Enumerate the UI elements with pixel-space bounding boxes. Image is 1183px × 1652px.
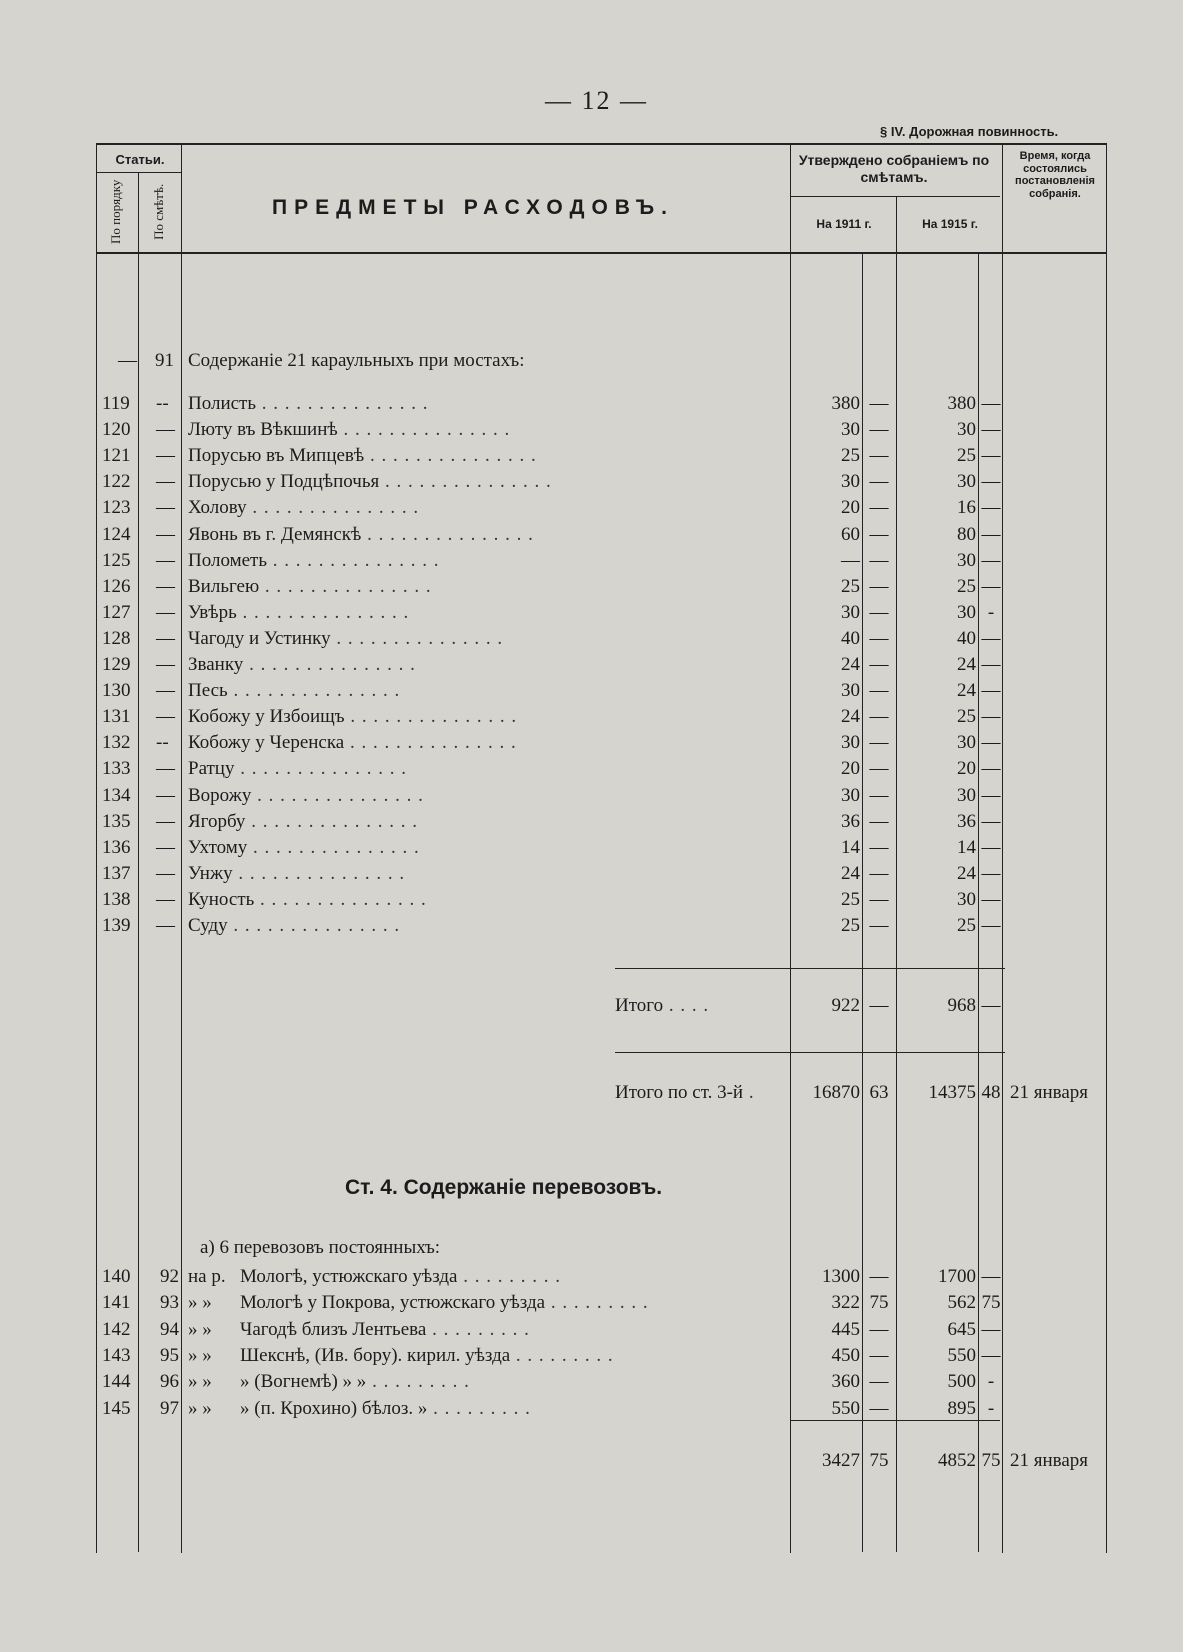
row-kop-1911: — (869, 1318, 889, 1340)
row-leader-dots: . . . . . . . . . . . . . . . (267, 549, 440, 571)
row-amount-1915: 25 (957, 915, 976, 936)
row-item-label: Чагоду и Устинку (188, 627, 331, 649)
row-item-label: Суду (188, 915, 228, 936)
row-amount-1915: 895 (947, 1397, 976, 1419)
row-amount-1915: 40 (957, 627, 976, 649)
row-estimate: — (156, 471, 175, 493)
row-amount-1915: 30 (957, 732, 976, 754)
row-kop-1915: - (987, 1371, 995, 1393)
row-amount-1915: 24 (957, 862, 976, 884)
subtotal1-label-row (615, 995, 709, 1017)
row-kop-1911: — (869, 1397, 889, 1419)
row-estimate: — (156, 810, 175, 832)
row-leader-dots: . . . . . . . . . . . . . . . (379, 471, 552, 493)
row-kop-1911: — (869, 706, 889, 728)
row-item-name (188, 524, 778, 546)
row-item-label: Порусью въ Мипцевѣ (188, 445, 365, 467)
col-rule-time (1002, 143, 1003, 1553)
row-leader-dots: . . . . . . . . . . . . . . . (232, 862, 406, 884)
row-estimate: — (156, 627, 175, 649)
col-rule-kop-1911 (862, 252, 863, 1552)
row-kop-1911: — (869, 654, 889, 675)
row-amount-1911: 24 (841, 706, 860, 728)
row-leader-dots: . . . . . . . . . (510, 1344, 614, 1366)
row-kop-1915: — (981, 627, 1001, 649)
subtotal1-label: Итого (615, 995, 664, 1016)
row-kop-1911: — (869, 393, 889, 414)
row-kop-1911: — (869, 419, 889, 441)
row-amount-1911: 25 (841, 575, 860, 597)
subtotal2-1915-kop: 75 (981, 1450, 1001, 1471)
row-amount-1915: 30 (957, 549, 976, 571)
row-amount-1911: 450 (831, 1344, 860, 1366)
row-item-label: Увѣрь (188, 601, 237, 623)
row-amount-1911: 20 (841, 497, 860, 519)
row-estimate: — (156, 680, 175, 702)
row-kop-1915: — (981, 471, 1001, 493)
row-number: 120 (102, 419, 131, 441)
row-estimate: — (156, 523, 175, 545)
row-kop-1911: — (869, 549, 889, 571)
row-number: 122 (102, 471, 131, 493)
row-item-label: Званку (188, 654, 244, 675)
row-amount-1915: 645 (947, 1318, 976, 1340)
row-number: 137 (102, 862, 131, 884)
row-item-label: Унжу (188, 862, 233, 884)
row-amount-1911: 30 (841, 680, 860, 702)
row-kop-1911: — (869, 862, 889, 884)
row-kop-1915: — (981, 1344, 1001, 1366)
row-estimate: 95 (160, 1344, 179, 1366)
row-number: 129 (102, 654, 131, 675)
row-estimate: — (156, 758, 175, 780)
subtotal2-1911-kop: 75 (869, 1450, 889, 1471)
row-item-label: Люту въ Вѣкшинѣ (188, 419, 338, 441)
row-item-label: » (п. Крохино) бѣлоз. » (240, 1397, 428, 1419)
row-leader-dots: . . . . . . . . . (426, 1318, 530, 1340)
row-item-label: Ягорбу (188, 810, 246, 832)
row-kop-1915: — (981, 654, 1001, 675)
row-estimate: — (156, 575, 175, 597)
row-estimate: — (156, 862, 175, 884)
row-number: 123 (102, 497, 131, 519)
row-amount-1911: 36 (841, 810, 860, 832)
row-kop-1911: — (869, 471, 889, 493)
row-prefix: на р. (188, 1266, 226, 1287)
row-amount-1911: 30 (841, 471, 860, 493)
row-item-name (188, 811, 778, 833)
header-bottom-rule (96, 252, 1106, 254)
row-item-label: Ворожу (188, 784, 252, 806)
total-art3-1915: 14375 (928, 1082, 976, 1103)
subtotal2-1911: 3427 (822, 1450, 860, 1471)
total-art3-1911-kop: 63 (869, 1082, 889, 1103)
row-kop-1911: — (869, 680, 889, 702)
row-amount-1911: 30 (841, 784, 860, 806)
row-amount-1915: 36 (957, 810, 976, 832)
row-leader-dots: . . . . . . . . . . . . . . . (364, 445, 537, 467)
row-item-name (188, 654, 778, 676)
row-leader-dots: . . . . . . . . . . . . . . . (227, 680, 401, 702)
row-leader-dots: . . . . . . . . . . . . . . . (245, 810, 418, 832)
group1-dash: — (118, 350, 137, 371)
row-amount-1915: 562 (947, 1292, 976, 1314)
row-number: 130 (102, 680, 131, 702)
row-estimate: — (156, 915, 175, 936)
row-kop-1915: — (981, 549, 1001, 571)
row-kop-1911: — (869, 1344, 889, 1366)
row-number: 136 (102, 836, 131, 858)
row-leader-dots: . . . . . . . . . (545, 1292, 649, 1314)
row-estimate: — (156, 419, 175, 441)
header-top-rule (96, 143, 1106, 145)
row-kop-1915: — (981, 523, 1001, 545)
row-item-name (188, 393, 778, 415)
row-amount-1915: 380 (947, 393, 976, 414)
row-leader-dots: . . . . . . . . . . . . . . . (256, 393, 429, 414)
row-leader-dots: . . . . . . . . . . . . . . . (344, 732, 517, 754)
row-item-label: Ухтому (188, 836, 248, 858)
row-estimate: — (156, 706, 175, 728)
row-kop-1915: — (981, 706, 1001, 728)
group1-estimate-no: 91 (155, 350, 174, 371)
row-prefix: » » (188, 1397, 212, 1419)
row-leader-dots: . . . . . . . . . (366, 1371, 470, 1393)
row-amount-1911: 445 (831, 1318, 860, 1340)
row-item-name (188, 680, 778, 702)
row-item-name (188, 785, 778, 807)
group1-title: Содержаніе 21 караульныхъ при мостахъ: (188, 350, 525, 371)
row-leader-dots: . . . . . . . . . . . . . . . (344, 706, 518, 728)
total-art3-1915-kop: 48 (981, 1082, 1001, 1103)
row-leader-dots: . . . . . . . . . . . . . . . (246, 497, 420, 519)
row-estimate: — (156, 888, 175, 910)
row-estimate: 92 (160, 1266, 179, 1287)
row-leader-dots: . . . . . . . . . . . . . . . (259, 575, 432, 597)
subtotal1-rule (615, 968, 1005, 969)
row-leader-dots: . . . . . . . . . (457, 1266, 561, 1287)
row-kop-1915: — (981, 575, 1001, 597)
row-item-name (188, 758, 778, 780)
row-prefix: » » (188, 1371, 212, 1393)
row-amount-1911: 25 (841, 888, 860, 910)
col-rule-kop-1915 (978, 252, 979, 1552)
header-time: Время, когда состоялись постановленія собранія. (1015, 150, 1095, 200)
row-item-label: Порусью у Подцѣпочья (188, 471, 380, 493)
row-estimate: -- (156, 393, 169, 414)
row-item-name (188, 602, 778, 624)
row-amount-1911: 60 (841, 523, 860, 545)
row-kop-1915: — (981, 758, 1001, 780)
row-item-name (188, 706, 778, 728)
row-kop-1915: — (981, 445, 1001, 467)
row-amount-1911: 322 (831, 1292, 860, 1314)
row-estimate: 96 (160, 1371, 179, 1393)
header-approved: Утверждено собраніемъ по смѣтамъ. (798, 152, 990, 185)
row-item-name (188, 915, 778, 937)
row-amount-1911: 20 (841, 758, 860, 780)
row-kop-1915: 75 (981, 1292, 1001, 1314)
row-amount-1915: 30 (957, 888, 976, 910)
row-kop-1911: — (869, 1371, 889, 1393)
row-number: 133 (102, 758, 131, 780)
row-kop-1915: — (981, 393, 1001, 414)
row-number: 134 (102, 784, 131, 806)
row-kop-1915: — (981, 888, 1001, 910)
row-leader-dots: . . . . . . . . . . . . . . . (243, 654, 416, 675)
row-number: 119 (102, 393, 130, 414)
row-leader-dots: . . . . . . . . . . . . . . . (227, 915, 401, 936)
row-estimate: — (156, 784, 175, 806)
row-item-name (188, 732, 778, 754)
row-kop-1911: — (869, 497, 889, 519)
row-item-label: Куность (188, 888, 255, 910)
row-amount-1915: 1700 (938, 1266, 976, 1287)
row-kop-1911: — (869, 523, 889, 545)
row-item-label: Вильгею (188, 575, 260, 597)
row-item-label: Кобожу у Избоищъ (188, 706, 345, 728)
row-amount-1915: 25 (957, 575, 976, 597)
row-prefix: » » (188, 1344, 212, 1366)
row-number: 143 (102, 1344, 131, 1366)
row-kop-1911: — (869, 732, 889, 754)
row-kop-1911: — (869, 810, 889, 832)
row-item-label: Мологѣ, устюжскаго уѣзда (240, 1266, 458, 1287)
row-kop-1915: — (981, 915, 1001, 936)
page-number: — 12 — (545, 86, 648, 115)
row-kop-1915: — (981, 862, 1001, 884)
row-prefix: » » (188, 1292, 212, 1314)
row-amount-1911: 24 (841, 654, 860, 675)
row-kop-1915: — (981, 1266, 1001, 1287)
subtotal1-1915: 968 (947, 995, 976, 1016)
total-art3-1911: 16870 (812, 1082, 860, 1103)
row-kop-1911: — (869, 836, 889, 858)
header-by-order: По порядку (108, 179, 124, 244)
row-leader-dots: . . . . . . . . . . . . . . . (247, 836, 420, 858)
row-amount-1911: 550 (831, 1397, 860, 1419)
subtotal1-1915-kop: — (981, 995, 1001, 1016)
row-item-name (240, 1398, 780, 1420)
header-year-1911: На 1911 г. (816, 217, 872, 231)
subtotal1-dots: . . . . (663, 995, 710, 1016)
row-kop-1911: — (869, 1266, 889, 1287)
row-amount-1915: 20 (957, 758, 976, 780)
row-item-name (240, 1319, 780, 1341)
row-number: 132 (102, 732, 131, 754)
section-title: § IV. Дорожная повинность. (880, 124, 1059, 139)
row-kop-1911: — (869, 445, 889, 467)
row-leader-dots: . . . . . . . . . . . . . . . (254, 888, 427, 910)
row-amount-1911: 360 (831, 1371, 860, 1393)
row-kop-1911: — (869, 758, 889, 780)
row-kop-1915: — (981, 810, 1001, 832)
row-item-name (188, 628, 778, 650)
row-estimate: — (156, 601, 175, 623)
row-estimate: — (156, 497, 175, 519)
row-item-label: Чагодѣ близъ Лентьева (240, 1318, 427, 1340)
row-estimate: 94 (160, 1318, 179, 1340)
row-number: 144 (102, 1371, 131, 1393)
total-art3-label-row (615, 1082, 755, 1104)
row-number: 138 (102, 888, 131, 910)
header-subjects: ПРЕДМЕТЫ РАСХОДОВЪ. (272, 196, 674, 219)
row-amount-1915: 500 (947, 1371, 976, 1393)
row-amount-1915: 25 (957, 445, 976, 467)
col-rule-right (1106, 143, 1107, 1553)
row-estimate: — (156, 549, 175, 571)
row-number: 127 (102, 601, 131, 623)
row-number: 140 (102, 1266, 131, 1287)
row-amount-1915: 30 (957, 419, 976, 441)
row-prefix: » » (188, 1318, 212, 1340)
total-art3-rule (615, 1052, 1005, 1053)
row-item-label: Явонь въ г. Демянскѣ (188, 523, 362, 545)
row-kop-1915: — (981, 1318, 1001, 1340)
row-amount-1911: — (841, 549, 860, 571)
row-item-name (188, 889, 778, 911)
row-estimate: — (156, 836, 175, 858)
col-rule-order (138, 172, 139, 1552)
total-art3-label: Итого по ст. 3-й (615, 1082, 744, 1103)
row-kop-1911: — (869, 575, 889, 597)
row-number: 125 (102, 549, 131, 571)
row-number: 142 (102, 1318, 131, 1340)
row-kop-1911: 75 (869, 1292, 889, 1314)
row-number: 126 (102, 575, 131, 597)
row-amount-1915: 16 (957, 497, 976, 519)
row-item-label: Полисть (188, 393, 257, 414)
row-item-name (188, 471, 778, 493)
row-kop-1911: — (869, 601, 889, 623)
row-item-label: Песь (188, 680, 228, 702)
row-kop-1915: — (981, 497, 1001, 519)
header-year-1915: На 1915 г. (922, 217, 978, 231)
row-item-name (240, 1371, 780, 1393)
row-item-name (188, 419, 778, 441)
header-sub-rule-approved (790, 196, 1000, 197)
row-amount-1915: 14 (957, 836, 976, 858)
col-rule-estimate (181, 143, 182, 1553)
row-item-label: Холову (188, 497, 247, 519)
row-item-name (188, 445, 778, 467)
row-number: 124 (102, 523, 131, 545)
row-amount-1911: 30 (841, 732, 860, 754)
row-item-name (240, 1345, 780, 1367)
subtotal1-1911: 922 (831, 995, 860, 1016)
row-amount-1911: 25 (841, 915, 860, 936)
row-estimate: — (156, 445, 175, 467)
row-item-name (188, 497, 778, 519)
row-leader-dots: . . . . . . . . . . . . . . . (330, 627, 504, 649)
row-leader-dots: . . . . . . . . . . . . . . . (337, 419, 511, 441)
row-estimate: — (156, 654, 175, 675)
subtotal2-date: 21 января (1010, 1450, 1089, 1471)
row-item-label: Мологѣ у Покрова, устюжскаго уѣзда (240, 1292, 546, 1314)
total-art3-date: 21 января (1010, 1082, 1089, 1103)
row-leader-dots: . . . . . . . . . . . . . . . (236, 601, 410, 623)
article4-title: Ст. 4. Содержаніе перевозовъ. (345, 1176, 663, 1199)
row-item-name (188, 837, 778, 859)
group2-title: а) 6 перевозовъ постоянныхъ: (200, 1237, 441, 1258)
row-number: 145 (102, 1397, 131, 1419)
row-amount-1915: 80 (957, 523, 976, 545)
row-item-name (188, 576, 778, 598)
row-kop-1911: — (869, 627, 889, 649)
row-amount-1915: 30 (957, 784, 976, 806)
row-item-name (240, 1292, 780, 1314)
row-kop-1915: — (981, 732, 1001, 754)
row-amount-1911: 40 (841, 627, 860, 649)
total-art3-dots: . (743, 1082, 755, 1103)
row-item-label: Кобожу у Черенска (188, 732, 345, 754)
row-amount-1915: 30 (957, 601, 976, 623)
row-kop-1915: — (981, 836, 1001, 858)
col-rule-left (96, 143, 97, 1553)
row-item-label: Шекснѣ, (Ив. бору). кирил. уѣзда (240, 1344, 511, 1366)
row-kop-1915: — (981, 784, 1001, 806)
row-amount-1911: 30 (841, 419, 860, 441)
row-estimate: 93 (160, 1292, 179, 1314)
row-item-name (240, 1266, 780, 1288)
row-leader-dots: . . . . . . . . . . . . . . . (234, 758, 407, 780)
row-item-label: Ратцу (188, 758, 235, 780)
row-kop-1915: — (981, 419, 1001, 441)
row-amount-1915: 24 (957, 680, 976, 702)
row-amount-1911: 380 (831, 393, 860, 414)
row-estimate: 97 (160, 1397, 179, 1419)
row-estimate: -- (156, 732, 169, 754)
row-kop-1915: — (981, 680, 1001, 702)
row-kop-1915: - (987, 601, 995, 623)
row-item-name (188, 550, 778, 572)
row-kop-1911: — (869, 784, 889, 806)
row-kop-1911: — (869, 888, 889, 910)
subtotal2-rule (790, 1420, 1000, 1421)
row-amount-1911: 30 (841, 601, 860, 623)
row-number: 135 (102, 810, 131, 832)
row-kop-1915: - (987, 1397, 995, 1419)
header-articles: Статьи. (115, 152, 165, 167)
row-amount-1911: 25 (841, 445, 860, 467)
row-amount-1915: 25 (957, 706, 976, 728)
row-number: 131 (102, 706, 131, 728)
header-by-estimate: По смѣтѣ. (151, 183, 167, 240)
row-item-name (188, 863, 778, 885)
row-leader-dots: . . . . . . . . . (427, 1397, 531, 1419)
row-leader-dots: . . . . . . . . . . . . . . . (251, 784, 424, 806)
row-number: 139 (102, 915, 131, 936)
subtotal2-1915: 4852 (938, 1450, 976, 1471)
row-item-label: » (Вогнемѣ) » » (240, 1371, 367, 1393)
row-amount-1911: 24 (841, 862, 860, 884)
row-amount-1911: 1300 (822, 1266, 860, 1287)
row-item-label: Полометь (188, 549, 268, 571)
row-amount-1911: 14 (841, 836, 860, 858)
row-number: 128 (102, 627, 131, 649)
row-amount-1915: 24 (957, 654, 976, 675)
row-leader-dots: . . . . . . . . . . . . . . . (361, 523, 534, 545)
row-number: 141 (102, 1292, 131, 1314)
row-amount-1915: 30 (957, 471, 976, 493)
row-number: 121 (102, 445, 131, 467)
row-kop-1911: — (869, 915, 889, 936)
row-amount-1915: 550 (947, 1344, 976, 1366)
subtotal1-1911-kop: — (869, 995, 889, 1016)
